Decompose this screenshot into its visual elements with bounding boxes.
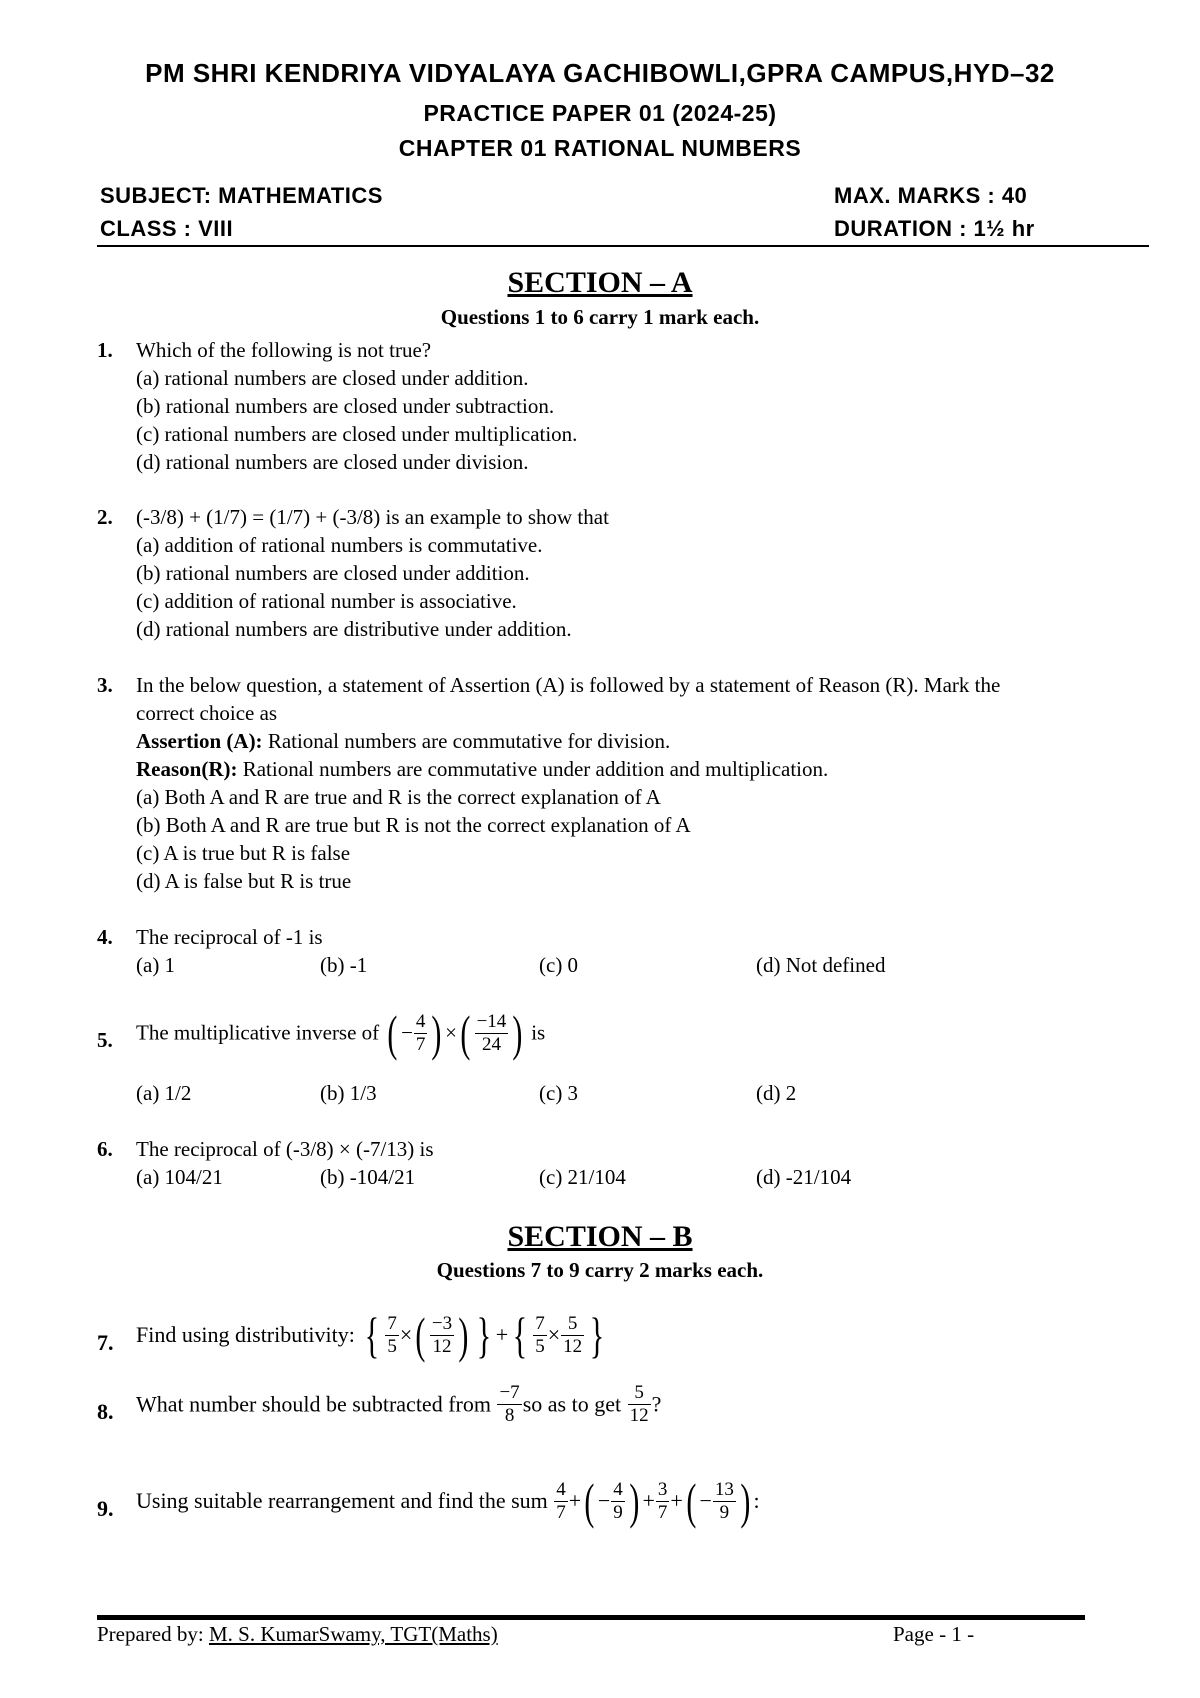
prepared-label: Prepared by:	[97, 1622, 209, 1646]
q7-f2-numerator: −3	[431, 1312, 453, 1334]
q7-f4-denominator: 12	[563, 1335, 583, 1357]
q9-colon: :	[753, 1488, 760, 1513]
q3-text-line1: In the below question, a statement of Assertion (A) is followed by a statement of Reason (R). Mark the	[136, 673, 1001, 697]
q8-text-2: so as to get	[522, 1391, 622, 1417]
q4-option-d: (d) Not defined	[756, 953, 886, 977]
q5-option-a: (a) 1/2	[136, 1081, 192, 1105]
q5-text: The multiplicative inverse of	[136, 1020, 380, 1045]
q6-option-d: (d) -21/104	[756, 1165, 852, 1189]
q5-f1-numerator: 4	[415, 1010, 426, 1032]
q4-number: 4.	[97, 925, 113, 949]
q7-f1-denominator: 5	[387, 1335, 397, 1357]
page-number: Page - 1 -	[893, 1622, 975, 1646]
q8-f1-numerator: −7	[499, 1382, 520, 1403]
q5-expression	[136, 1005, 546, 1061]
q8-f1-denominator: 8	[504, 1405, 515, 1426]
q5-option-d: (d) 2	[756, 1081, 797, 1105]
q1-option-b: (b) rational numbers are closed under subtraction.	[136, 394, 555, 418]
header-divider	[97, 245, 1149, 247]
q6-number: 6.	[97, 1137, 113, 1161]
q5-f1-denominator: 7	[415, 1033, 426, 1055]
q8-question-mark: ?	[651, 1391, 662, 1417]
q9-plus-1: +	[568, 1488, 582, 1513]
q9-paren-close-2: )	[740, 1473, 751, 1529]
q7-brace-close-1: }	[476, 1307, 491, 1363]
q5-fraction-2	[475, 1011, 509, 1056]
q6-option-b: (b) -104/21	[320, 1165, 416, 1189]
q8-fraction-1	[497, 1382, 521, 1427]
q2-number: 2.	[97, 505, 113, 529]
q7-paren-open: (	[415, 1307, 426, 1363]
q7-f2-denominator: 12	[432, 1335, 452, 1357]
prepared-name: M. S. KumarSwamy, TGT(Maths)	[208, 1622, 498, 1646]
section-b-title: SECTION – B	[507, 1220, 693, 1253]
q2-option-b: (b) rational numbers are closed under addition.	[136, 561, 530, 585]
chapter-title: CHAPTER 01 RATIONAL NUMBERS	[398, 135, 802, 161]
q4-option-c: (c) 0	[539, 953, 579, 977]
paper-title: PRACTICE PAPER 01 (2024-25)	[423, 100, 777, 126]
subject-label: SUBJECT: MATHEMATICS	[100, 183, 383, 208]
q3-assertion	[136, 729, 670, 754]
q9-minus-1: −	[597, 1488, 611, 1513]
q7-paren-close: )	[458, 1307, 469, 1363]
q3-option-b: (b) Both A and R are true but R is not the correct explanation of A	[136, 813, 691, 837]
q7-fraction-4	[561, 1313, 584, 1358]
q7-plus: +	[495, 1322, 509, 1347]
school-name: PM SHRI KENDRIYA VIDYALAYA GACHIBOWLI,GPRA CAMPUS,HYD–32	[145, 58, 1055, 88]
q9-paren-open-2: (	[686, 1473, 697, 1529]
q5-fraction-1	[414, 1011, 428, 1056]
q5-paren-close-1: )	[431, 1005, 442, 1061]
reason-label: Reason(R):	[136, 757, 238, 781]
q2-option-a: (a) addition of rational numbers is commutative.	[136, 533, 543, 557]
q4-option-a: (a) 1	[136, 953, 176, 977]
reason-text: Rational numbers are commutative under addition and multiplication.	[237, 757, 829, 781]
q5-times: ×	[445, 1020, 457, 1045]
q7-fraction-2	[430, 1313, 454, 1358]
q5-minus: −	[401, 1020, 413, 1045]
q3-reason	[136, 757, 828, 782]
q2-text: (-3/8) + (1/7) = (1/7) + (-3/8) is an example to show that	[136, 505, 609, 529]
q9-f2-numerator: 4	[613, 1478, 623, 1500]
q7-brace-close-2: }	[589, 1307, 605, 1363]
q9-f1-denominator: 7	[556, 1501, 566, 1523]
q6-text: The reciprocal of (-3/8) × (-7/13) is	[136, 1137, 434, 1161]
q9-paren-close-1: )	[629, 1473, 640, 1529]
q7-number: 7.	[97, 1330, 114, 1355]
q5-option-c: (c) 3	[539, 1081, 579, 1105]
q4-option-b: (b) -1	[320, 953, 368, 977]
q8-expression	[136, 1382, 661, 1427]
q7-fraction-3	[533, 1313, 547, 1358]
section-b-subtitle: Questions 7 to 9 carry 2 marks each.	[436, 1258, 764, 1282]
q9-fraction-2	[611, 1479, 625, 1524]
q1-option-d: (d) rational numbers are closed under division.	[136, 450, 529, 474]
q1-option-a: (a) rational numbers are closed under addition.	[136, 366, 529, 390]
q5-number: 5.	[97, 1028, 113, 1052]
q3-number: 3.	[97, 673, 113, 697]
q9-f3-denominator: 7	[657, 1501, 668, 1523]
q5-paren-open-2: (	[460, 1005, 471, 1061]
q6-option-c: (c) 21/104	[539, 1165, 626, 1189]
section-a-title: SECTION – A	[507, 266, 693, 299]
q7-fraction-1	[385, 1313, 399, 1358]
q4-text: The reciprocal of -1 is	[136, 925, 323, 949]
q9-fraction-3	[656, 1479, 670, 1524]
class-label: CLASS : VIII	[100, 216, 234, 241]
q3-option-c: (c) A is true but R is false	[136, 841, 351, 865]
q7-f3-denominator: 5	[535, 1335, 545, 1357]
q7-brace-open-1: {	[365, 1307, 380, 1363]
q9-fraction-4	[713, 1479, 736, 1524]
q5-f2-numerator: −14	[476, 1010, 507, 1032]
footer-divider	[97, 1615, 1085, 1620]
q2-option-d: (d) rational numbers are distributive under addition.	[136, 617, 572, 641]
q9-plus-3: +	[670, 1488, 683, 1513]
q9-plus-2: +	[642, 1488, 655, 1513]
q9-f4-denominator: 9	[719, 1501, 730, 1523]
q8-text-1: What number should be subtracted from	[136, 1391, 491, 1417]
q9-f1-numerator: 4	[556, 1478, 566, 1500]
q9-f4-numerator: 13	[714, 1478, 734, 1500]
assertion-label: Assertion (A):	[136, 729, 263, 753]
q2-option-c: (c) addition of rational number is associative.	[136, 589, 517, 613]
q9-number: 9.	[97, 1496, 114, 1521]
q8-f2-numerator: 5	[628, 1382, 651, 1405]
q5-paren-open-1: (	[387, 1005, 398, 1061]
q5-paren-close-2: )	[512, 1005, 523, 1061]
section-a-subtitle: Questions 1 to 6 carry 1 mark each.	[440, 305, 760, 329]
q9-fraction-1	[554, 1479, 568, 1524]
q7-f1-numerator: 7	[387, 1312, 397, 1334]
q1-number: 1.	[97, 338, 113, 362]
q8-number: 8.	[97, 1399, 114, 1424]
q9-text: Using suitable rearrangement and find the sum	[136, 1488, 548, 1513]
q8-fraction-2	[628, 1382, 651, 1427]
q6-option-a: (a) 104/21	[136, 1165, 223, 1189]
q9-f2-denominator: 9	[613, 1501, 623, 1523]
q7-text: Find using distributivity:	[136, 1322, 355, 1347]
assertion-text: Rational numbers are commutative for division.	[262, 729, 671, 753]
q9-minus-2: −	[699, 1488, 712, 1513]
q9-expression	[136, 1473, 760, 1529]
q1-option-c: (c) rational numbers are closed under multiplication.	[136, 422, 578, 446]
q5-is: is	[531, 1020, 546, 1045]
q5-option-b: (b) 1/3	[320, 1081, 377, 1105]
q7-brace-open-2: {	[512, 1307, 528, 1363]
q7-f3-numerator: 7	[535, 1312, 545, 1334]
q9-paren-open-1: (	[584, 1473, 595, 1529]
q7-times-2: ×	[547, 1322, 561, 1347]
q1-text: Which of the following is not true?	[136, 338, 432, 362]
q3-text-line2: correct choice as	[136, 701, 278, 725]
q8-f2-denominator: 12	[629, 1405, 649, 1426]
footer-prepared-by	[97, 1622, 498, 1647]
q3-option-d: (d) A is false but R is true	[136, 869, 352, 893]
q5-f2-denominator: 24	[481, 1033, 501, 1055]
q9-f3-numerator: 3	[657, 1478, 668, 1500]
q3-option-a: (a) Both A and R are true and R is the correct explanation of A	[136, 785, 661, 809]
max-marks: MAX. MARKS : 40	[834, 183, 1028, 208]
q7-expression	[136, 1307, 609, 1363]
q7-f4-numerator: 5	[561, 1313, 584, 1336]
q7-times-1: ×	[399, 1322, 413, 1347]
duration: DURATION : 1½ hr	[834, 216, 1035, 241]
